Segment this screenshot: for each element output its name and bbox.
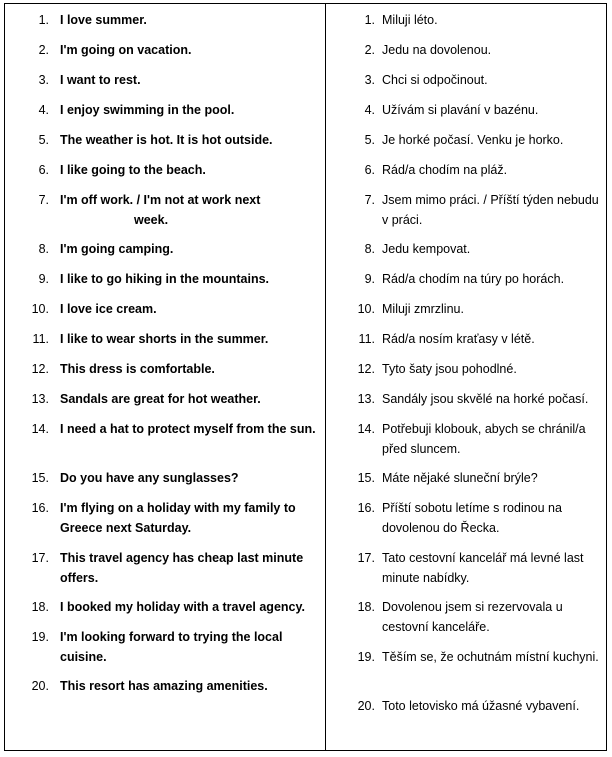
item-text: Rád/a chodím na túry po horách.	[382, 272, 565, 286]
item-text: I need a hat to protect myself from the sun.	[60, 422, 316, 436]
item-number: 14.	[31, 422, 49, 436]
item-number: 13.	[31, 392, 49, 406]
item-number: 18.	[31, 600, 49, 614]
item-text: I'm going camping.	[60, 242, 174, 256]
item-number: 10.	[357, 302, 375, 316]
item-number: 19.	[31, 630, 49, 644]
item-number: 7.	[38, 193, 49, 207]
item-number: 4.	[364, 103, 375, 117]
item-text: I love ice cream.	[60, 302, 157, 316]
item-number: 3.	[364, 73, 375, 87]
item-number: 1.	[38, 13, 49, 27]
item-text: Rád/a chodím na pláž.	[382, 163, 508, 177]
item-text: Miluji zmrzlinu.	[382, 302, 464, 316]
item-text: I like to wear shorts in the summer.	[60, 332, 269, 346]
item-number: 8.	[38, 242, 49, 256]
phrase-table	[4, 3, 607, 751]
item-number: 4.	[38, 103, 49, 117]
item-number: 3.	[38, 73, 49, 87]
item-number: 2.	[38, 43, 49, 57]
item-number: 13.	[357, 392, 375, 406]
item-number: 16.	[31, 501, 49, 515]
item-text: I enjoy swimming in the pool.	[60, 103, 235, 117]
item-number: 16.	[357, 501, 375, 515]
item-text: Potřebuji klobouk, abych se chránil/a před sluncem.	[382, 422, 586, 456]
item-text: Tato cestovní kancelář má levné last minute nabídky.	[382, 551, 584, 585]
item-text: Tyto šaty jsou pohodlné.	[382, 362, 517, 376]
item-number: 8.	[364, 242, 375, 256]
item-number: 18.	[357, 600, 375, 614]
item-text: Máte nějaké sluneční brýle?	[382, 471, 538, 485]
item-text: I'm flying on a holiday with my family to Greece next Saturday.	[60, 501, 296, 535]
item-number: 12.	[357, 362, 375, 376]
item-text: This dress is comfortable.	[60, 362, 215, 376]
item-number: 12.	[31, 362, 49, 376]
item-number: 15.	[357, 471, 375, 485]
item-text: I'm going on vacation.	[60, 43, 192, 57]
item-text: Jedu kempovat.	[382, 242, 471, 256]
item-number: 7.	[364, 193, 375, 207]
item-number: 15.	[31, 471, 49, 485]
item-text: Je horké počasí. Venku je horko.	[382, 133, 564, 147]
item-number: 11.	[358, 332, 375, 346]
item-text: Do you have any sunglasses?	[60, 471, 239, 485]
item-number: 10.	[31, 302, 49, 316]
item-number: 17.	[357, 551, 375, 565]
item-text: Jsem mimo práci. / Příští týden nebudu v práci.	[382, 193, 599, 227]
item-text: I want to rest.	[60, 73, 141, 87]
item-text: I booked my holiday with a travel agency.	[60, 600, 305, 614]
item-text-line-1: I'm off work. / I'm not at work next	[60, 193, 261, 207]
item-text: I'm looking forward to trying the local cuisine.	[60, 630, 283, 664]
item-number: 17.	[31, 551, 49, 565]
item-text: I like going to the beach.	[60, 163, 206, 177]
item-text: I like to go hiking in the mountains.	[60, 272, 270, 286]
item-text: Příští sobotu letíme s rodinou na dovolenou do Řecka.	[382, 501, 562, 535]
item-text: This travel agency has cheap last minute offers.	[60, 551, 304, 585]
item-text: Jedu na dovolenou.	[382, 43, 492, 57]
item-text: Užívám si plavání v bazénu.	[382, 103, 539, 117]
item-number: 20.	[357, 699, 375, 713]
item-text: I love summer.	[60, 13, 147, 27]
item-text: Rád/a nosím kraťasy v létě.	[382, 332, 535, 346]
item-number: 5.	[38, 133, 49, 147]
item-text: Sandals are great for hot weather.	[60, 392, 261, 406]
item-number: 11.	[32, 332, 49, 346]
item-text: Toto letovisko má úžasné vybavení.	[382, 699, 580, 713]
item-number: 2.	[364, 43, 375, 57]
item-text: This resort has amazing amenities.	[60, 679, 268, 693]
item-text: The weather is hot. It is hot outside.	[60, 133, 273, 147]
item-number: 5.	[364, 133, 375, 147]
item-number: 6.	[38, 163, 49, 177]
item-text: Miluji léto.	[382, 13, 438, 27]
item-number: 20.	[31, 679, 49, 693]
item-number: 19.	[357, 650, 375, 664]
item-number: 9.	[38, 272, 49, 286]
item-text: Chci si odpočinout.	[382, 73, 488, 87]
item-text: Sandály jsou skvělé na horké počasí.	[382, 392, 589, 406]
item-number: 1.	[364, 13, 375, 27]
item-text-line-2: week.	[134, 212, 169, 227]
item-text: Těším se, že ochutnám místní kuchyni.	[382, 650, 599, 664]
item-text	[60, 191, 316, 230]
item-text: Dovolenou jsem si rezervovala u cestovní kanceláře.	[382, 600, 563, 634]
item-number: 6.	[364, 163, 375, 177]
item-number: 9.	[364, 272, 375, 286]
item-number: 14.	[357, 422, 375, 436]
